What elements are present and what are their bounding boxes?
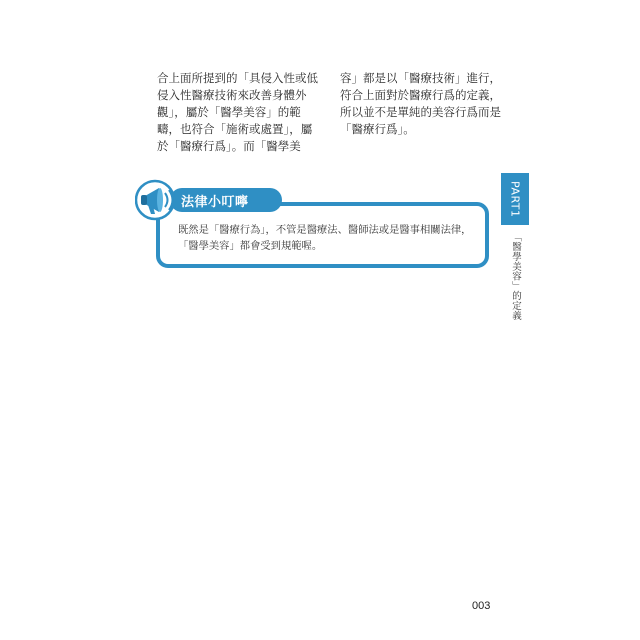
tip-line: 既然是「醫療行為」，不管是醫療法、醫師法或是醫事相關法律， <box>178 224 472 236</box>
body-line: 容」都是以「醫療技術」進行， <box>340 71 501 85</box>
page-number: 003 <box>472 600 491 612</box>
body-line: 疇，也符合「施術或處置」，屬 <box>157 122 313 136</box>
body-text-right-column <box>340 70 501 138</box>
chapter-caption: 「醫學美容」的定義 <box>510 232 521 321</box>
part-label: PART1 <box>508 180 522 218</box>
body-line: 「醫療行爲」。 <box>340 122 415 136</box>
body-line: 合上面所提到的「具侵入性或低 <box>157 71 318 85</box>
legal-tip-title: 法律小叮嚀 <box>181 195 249 210</box>
body-line: 符合上面對於醫療行爲的定義， <box>340 88 501 102</box>
body-line: 所以並不是單純的美容行爲而是 <box>340 105 501 119</box>
part-tab <box>501 173 529 225</box>
body-line: 觀」，屬於「醫學美容」的範 <box>157 105 301 119</box>
body-text-left-column <box>157 70 318 155</box>
megaphone-icon <box>135 176 185 224</box>
body-line: 侵入性醫療技術來改善身體外 <box>157 88 307 102</box>
legal-tip-text <box>178 222 471 254</box>
tip-line: 「醫學美容」都會受到規範喔。 <box>178 240 323 252</box>
body-line: 於「醫療行爲」。而「醫學美 <box>157 139 301 153</box>
